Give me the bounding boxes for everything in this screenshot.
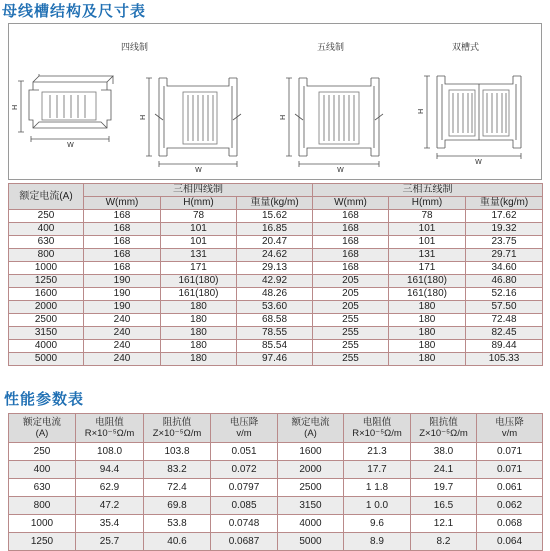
table-cell: 16.5 (411, 497, 477, 515)
table-cell: 2500 (9, 314, 84, 327)
dim-w-label-4: W (475, 158, 482, 166)
table-cell: 29.13 (237, 262, 313, 275)
table-cell: 0.071 (477, 461, 543, 479)
table-cell: 101 (389, 223, 466, 236)
table-cell: 108.0 (76, 443, 144, 461)
table-cell: 105.33 (466, 353, 543, 366)
table-cell: 19.7 (411, 479, 477, 497)
table-row (9, 236, 543, 249)
double-trough-cross-section (424, 76, 521, 159)
table-row (9, 479, 543, 497)
table-cell: 168 (313, 236, 389, 249)
table-cell: 1600 (278, 443, 344, 461)
table-cell: 3150 (278, 497, 344, 515)
table-cell: 205 (313, 288, 389, 301)
table-cell: 1000 (9, 515, 76, 533)
table-cell: 34.60 (466, 262, 543, 275)
table-cell: 0.085 (211, 497, 278, 515)
table-cell: 23.75 (466, 236, 543, 249)
table-cell: 168 (84, 210, 161, 223)
table-row (9, 314, 543, 327)
table-cell: 250 (9, 443, 76, 461)
table-cell: 0.051 (211, 443, 278, 461)
table-cell: 103.8 (144, 443, 211, 461)
table-cell: 24.62 (237, 249, 313, 262)
table-cell: 68.58 (237, 314, 313, 327)
perf-header-line: 阻抗值 (429, 417, 458, 428)
table-cell: 89.44 (466, 340, 543, 353)
table-cell: 57.50 (466, 301, 543, 314)
table-cell: 255 (313, 340, 389, 353)
table-cell: 17.7 (344, 461, 411, 479)
table-cell: 0.071 (477, 443, 543, 461)
table-cell: 62.9 (76, 479, 144, 497)
table-cell: 240 (84, 340, 161, 353)
perf-header-line: R×10⁻⁵Ω/m (84, 428, 135, 439)
table-cell: 17.62 (466, 210, 543, 223)
table-cell: 72.4 (144, 479, 211, 497)
table-cell: 40.6 (144, 533, 211, 551)
table-cell: 78.55 (237, 327, 313, 340)
table-cell: 800 (9, 249, 84, 262)
table-cell: 1 1.8 (344, 479, 411, 497)
header-three-phase-five-wire: 三相五线制 (313, 184, 543, 197)
table-cell: 240 (84, 353, 161, 366)
table-cell: 101 (161, 236, 237, 249)
table-cell: 52.16 (466, 288, 543, 301)
table-cell: 180 (389, 314, 466, 327)
header-h-5: H(mm) (389, 197, 466, 210)
perf-header-line: 阻抗值 (162, 417, 192, 428)
table-cell: 46.80 (466, 275, 543, 288)
table-cell: 0.064 (477, 533, 543, 551)
table-cell: 19.32 (466, 223, 543, 236)
dim-h-label-2: H (139, 114, 147, 120)
perf-header-cell (477, 414, 543, 443)
table-cell: 16.85 (237, 223, 313, 236)
perf-header-line: (A) (35, 428, 49, 439)
dimension-table-body (9, 210, 543, 366)
table-cell: 255 (313, 353, 389, 366)
performance-table-header (9, 414, 543, 443)
perf-header-line: 电压降 (495, 417, 524, 428)
busway-perspective-drawing (18, 74, 113, 142)
perf-header-cell (411, 414, 477, 443)
table-row (9, 288, 543, 301)
table-cell: 3150 (9, 327, 84, 340)
five-wire-cross-section (286, 78, 383, 167)
table-cell: 94.4 (76, 461, 144, 479)
table-row (9, 443, 543, 461)
table-cell: 0.062 (477, 497, 543, 515)
perf-header-cell (278, 414, 344, 443)
table-cell: 101 (161, 223, 237, 236)
table-cell: 47.2 (76, 497, 144, 515)
four-wire-cross-section (146, 78, 241, 167)
dim-h-label-4: H (417, 108, 425, 114)
table-cell: 4000 (9, 340, 84, 353)
table-cell: 161(180) (389, 275, 466, 288)
perf-header-line: Z×10⁻⁵Ω/m (419, 428, 468, 439)
table-cell: 85.54 (237, 340, 313, 353)
table-cell: 171 (161, 262, 237, 275)
table-cell: 131 (389, 249, 466, 262)
table-cell: 180 (161, 353, 237, 366)
table-cell: 21.3 (344, 443, 411, 461)
table-cell: 0.068 (477, 515, 543, 533)
performance-table-body (9, 443, 543, 551)
table-cell: 168 (84, 262, 161, 275)
table-cell: 161(180) (161, 275, 237, 288)
table-row (9, 275, 543, 288)
table-cell: 168 (313, 223, 389, 236)
table-row (9, 497, 543, 515)
table-cell: 0.0687 (211, 533, 278, 551)
header-w-4: W(mm) (84, 197, 161, 210)
table-row (9, 210, 543, 223)
table-cell: 20.47 (237, 236, 313, 249)
table-cell: 190 (84, 275, 161, 288)
dim-w-label-1: W (67, 141, 74, 149)
table-cell: 0.061 (477, 479, 543, 497)
table-cell: 168 (313, 210, 389, 223)
table-cell: 161(180) (161, 288, 237, 301)
table-cell: 101 (389, 236, 466, 249)
perf-header-line: v/m (236, 428, 252, 439)
table-cell: 1600 (9, 288, 84, 301)
table-cell: 15.62 (237, 210, 313, 223)
table-cell: 2500 (278, 479, 344, 497)
table-cell: 168 (84, 236, 161, 249)
dim-w-label-3: W (337, 166, 344, 174)
table-cell: 171 (389, 262, 466, 275)
perf-header-line: Z×10⁻⁵Ω/m (152, 428, 202, 439)
performance-table (8, 413, 543, 551)
table-cell: 180 (161, 327, 237, 340)
table-cell: 8.2 (411, 533, 477, 551)
table-cell: 78 (161, 210, 237, 223)
table-cell: 1250 (9, 533, 76, 551)
table-cell: 168 (84, 249, 161, 262)
table-cell: 1 0.0 (344, 497, 411, 515)
dim-w-label-2: W (195, 166, 202, 174)
table-cell: 82.45 (466, 327, 543, 340)
table-cell: 35.4 (76, 515, 144, 533)
table-cell: 205 (313, 301, 389, 314)
diagram-panel (8, 23, 542, 180)
table-cell: 240 (84, 314, 161, 327)
table-cell: 69.8 (144, 497, 211, 515)
table-row (9, 353, 543, 366)
perf-header-line: (A) (304, 428, 317, 439)
section-title-performance: 性能参数表 (4, 390, 85, 408)
dimension-table (8, 183, 543, 366)
perf-header-line: R×10⁻⁵Ω/m (352, 428, 402, 439)
perf-header-line: 电阻值 (95, 417, 124, 428)
diagram-label-double-trough: 双槽式 (452, 43, 480, 53)
table-cell: 250 (9, 210, 84, 223)
table-cell: 5000 (278, 533, 344, 551)
table-cell: 53.60 (237, 301, 313, 314)
table-cell: 180 (389, 327, 466, 340)
header-h-4: H(mm) (161, 197, 237, 210)
table-row (9, 223, 543, 236)
table-cell: 24.1 (411, 461, 477, 479)
table-cell: 240 (84, 327, 161, 340)
table-cell: 800 (9, 497, 76, 515)
table-cell: 48.26 (237, 288, 313, 301)
dim-h-label-3: H (279, 114, 287, 120)
table-row (9, 515, 543, 533)
table-row (9, 533, 543, 551)
table-cell: 630 (9, 236, 84, 249)
table-row (9, 461, 543, 479)
perf-header-cell (211, 414, 278, 443)
table-cell: 0.0748 (211, 515, 278, 533)
table-cell: 255 (313, 314, 389, 327)
table-cell: 12.1 (411, 515, 477, 533)
table-cell: 78 (389, 210, 466, 223)
busway-cross-section-drawings (9, 24, 543, 181)
table-cell: 8.9 (344, 533, 411, 551)
table-cell: 180 (389, 301, 466, 314)
table-cell: 161(180) (389, 288, 466, 301)
perf-header-line: 电阻值 (362, 417, 392, 428)
perf-header-line: 额定电流 (291, 417, 330, 428)
table-cell: 205 (313, 275, 389, 288)
header-weight-5: 重量(kg/m) (466, 197, 543, 210)
table-cell: 0.072 (211, 461, 278, 479)
table-cell: 2000 (278, 461, 344, 479)
header-rated-current: 额定电流(A) (9, 184, 84, 210)
table-cell: 1250 (9, 275, 84, 288)
perf-header-line: v/m (501, 428, 518, 439)
section-title-structure: 母线槽结构及尺寸表 (2, 2, 147, 20)
perf-header-cell (344, 414, 411, 443)
table-row (9, 340, 543, 353)
table-row (9, 249, 543, 262)
table-cell: 5000 (9, 353, 84, 366)
table-cell: 190 (84, 301, 161, 314)
table-cell: 168 (313, 249, 389, 262)
table-cell: 180 (161, 301, 237, 314)
table-cell: 168 (84, 223, 161, 236)
table-cell: 53.8 (144, 515, 211, 533)
table-row (9, 301, 543, 314)
table-cell: 38.0 (411, 443, 477, 461)
diagram-label-five-wire: 五线制 (317, 43, 345, 53)
table-cell: 9.6 (344, 515, 411, 533)
table-cell: 630 (9, 479, 76, 497)
table-cell: 1000 (9, 262, 84, 275)
perf-header-cell (76, 414, 144, 443)
perf-header-cell (9, 414, 76, 443)
table-cell: 131 (161, 249, 237, 262)
table-cell: 42.92 (237, 275, 313, 288)
perf-header-cell (144, 414, 211, 443)
table-cell: 180 (389, 340, 466, 353)
table-cell: 83.2 (144, 461, 211, 479)
table-cell: 400 (9, 461, 76, 479)
dim-h-label-1: H (11, 104, 19, 110)
table-cell: 72.48 (466, 314, 543, 327)
table-row (9, 262, 543, 275)
table-cell: 190 (84, 288, 161, 301)
table-row (9, 327, 543, 340)
perf-header-line: 电压降 (229, 417, 259, 428)
table-cell: 29.71 (466, 249, 543, 262)
table-cell: 180 (389, 353, 466, 366)
table-cell: 180 (161, 314, 237, 327)
table-cell: 2000 (9, 301, 84, 314)
table-cell: 168 (313, 262, 389, 275)
table-cell: 0.0797 (211, 479, 278, 497)
table-cell: 97.46 (237, 353, 313, 366)
header-w-5: W(mm) (313, 197, 389, 210)
table-cell: 180 (161, 340, 237, 353)
diagram-label-four-wire: 四线制 (121, 43, 149, 53)
table-cell: 4000 (278, 515, 344, 533)
header-weight-4: 重量(kg/m) (237, 197, 313, 210)
header-three-phase-four-wire: 三相四线制 (84, 184, 313, 197)
table-cell: 400 (9, 223, 84, 236)
perf-header-line: 额定电流 (22, 417, 61, 428)
table-cell: 255 (313, 327, 389, 340)
table-cell: 25.7 (76, 533, 144, 551)
